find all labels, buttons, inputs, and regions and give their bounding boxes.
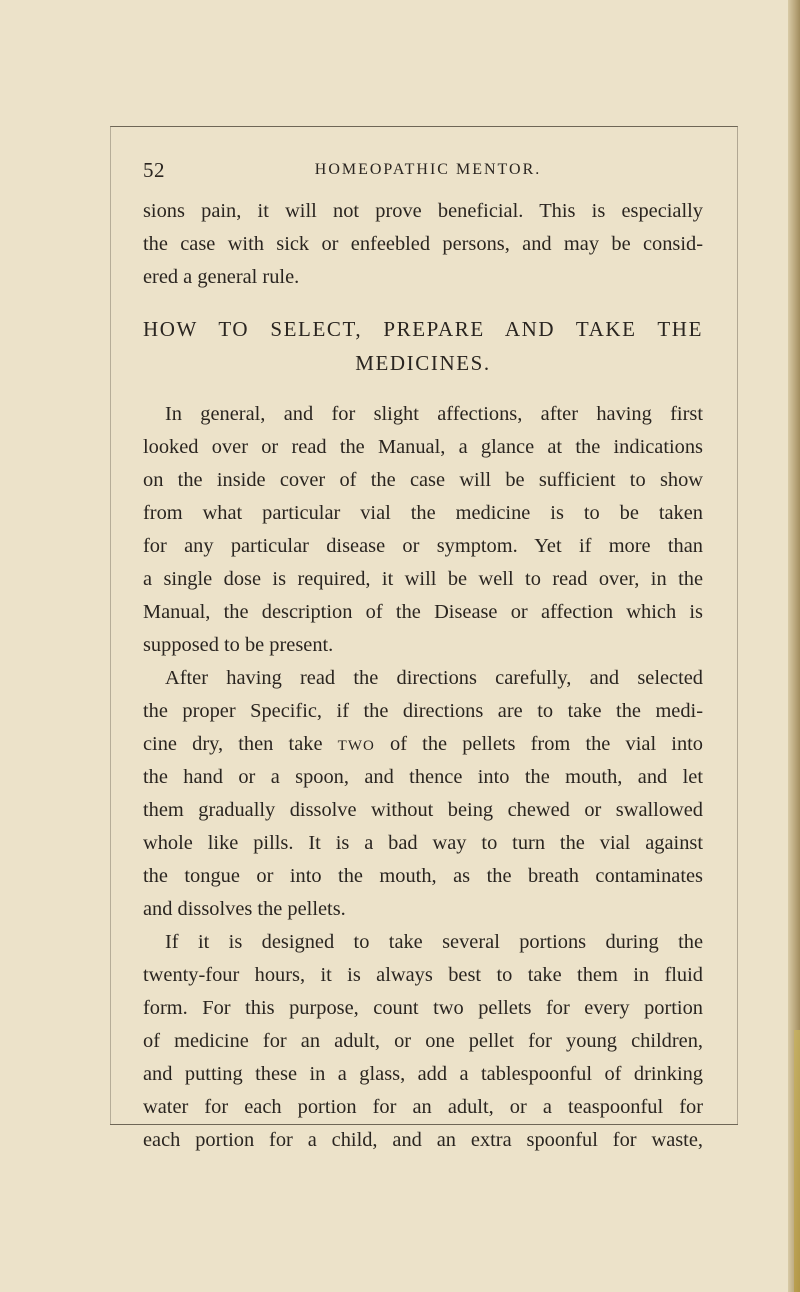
text-line: twenty-four hours, it is always best to take them in fluid <box>143 964 703 986</box>
page-body <box>143 195 703 1157</box>
text-line: supposed to be present. <box>143 634 334 656</box>
paragraph-1 <box>143 195 703 294</box>
text-line: the case with sick or enfeebled persons, and may be consid- <box>143 233 703 255</box>
text-line: the proper Specific, if the directions are to take the medi- <box>143 700 703 722</box>
text-line: ered a general rule. <box>143 266 300 288</box>
right-border-rule <box>737 126 738 1124</box>
text-line: After having read the directions carefully, and selected <box>165 667 703 689</box>
text-line: each portion for a child, and an extra spoonful for waste, <box>143 1129 703 1151</box>
paragraph-4 <box>143 926 703 1157</box>
top-border-rule <box>110 126 738 127</box>
text-line: a single dose is required, it will be well to read over, in the <box>143 568 703 590</box>
text-line: on the inside cover of the case will be sufficient to show <box>143 469 703 491</box>
text-line: Manual, the description of the Disease or affection which is <box>143 601 703 623</box>
text-line: whole like pills. It is a bad way to turn the vial against <box>143 832 703 854</box>
text-fragment: of the pellets from the vial into <box>374 733 703 755</box>
text-line: for any particular disease or symptom. Yet if more than <box>143 535 703 557</box>
paragraph-2 <box>143 398 703 662</box>
text-line: them gradually dissolve without being chewed or swallowed <box>143 799 703 821</box>
section-heading-line-1: HOW TO SELECT, PREPARE AND TAKE THE <box>143 317 703 341</box>
text-line: the hand or a spoon, and thence into the mouth, and let <box>143 766 703 788</box>
text-line: looked over or read the Manual, a glance at the indications <box>143 436 703 458</box>
section-heading-line-2: MEDICINES. <box>355 351 491 375</box>
text-line: form. For this purpose, count two pellets for every portion <box>143 997 703 1019</box>
text-fragment: cine dry, then take <box>143 733 338 755</box>
text-line: water for each portion for an adult, or a teaspoonful for <box>143 1096 703 1118</box>
section-heading <box>143 312 703 380</box>
page-number: 52 <box>143 158 165 182</box>
page-edge-gilt <box>794 1030 800 1292</box>
text-line: of medicine for an adult, or one pellet for young children, <box>143 1030 703 1052</box>
text-line: In general, and for slight affections, after having first <box>165 403 703 425</box>
text-line: from what particular vial the medicine is to be taken <box>143 502 703 524</box>
text-line: and dissolves the pellets. <box>143 898 346 920</box>
text-line: the tongue or into the mouth, as the breath contaminates <box>143 865 703 887</box>
text-line: If it is designed to take several portions during the <box>165 931 703 953</box>
running-head <box>143 158 703 186</box>
text-line: and putting these in a glass, add a tablespoonful of drinking <box>143 1063 703 1085</box>
running-title: HOMEOPATHIC MENTOR. <box>314 161 542 178</box>
text-line: sions pain, it will not prove beneficial. This is especially <box>143 200 703 222</box>
left-border-rule <box>110 126 111 1124</box>
small-caps-word: TWO <box>337 738 375 754</box>
paragraph-3 <box>143 662 703 926</box>
text-line <box>143 728 703 761</box>
